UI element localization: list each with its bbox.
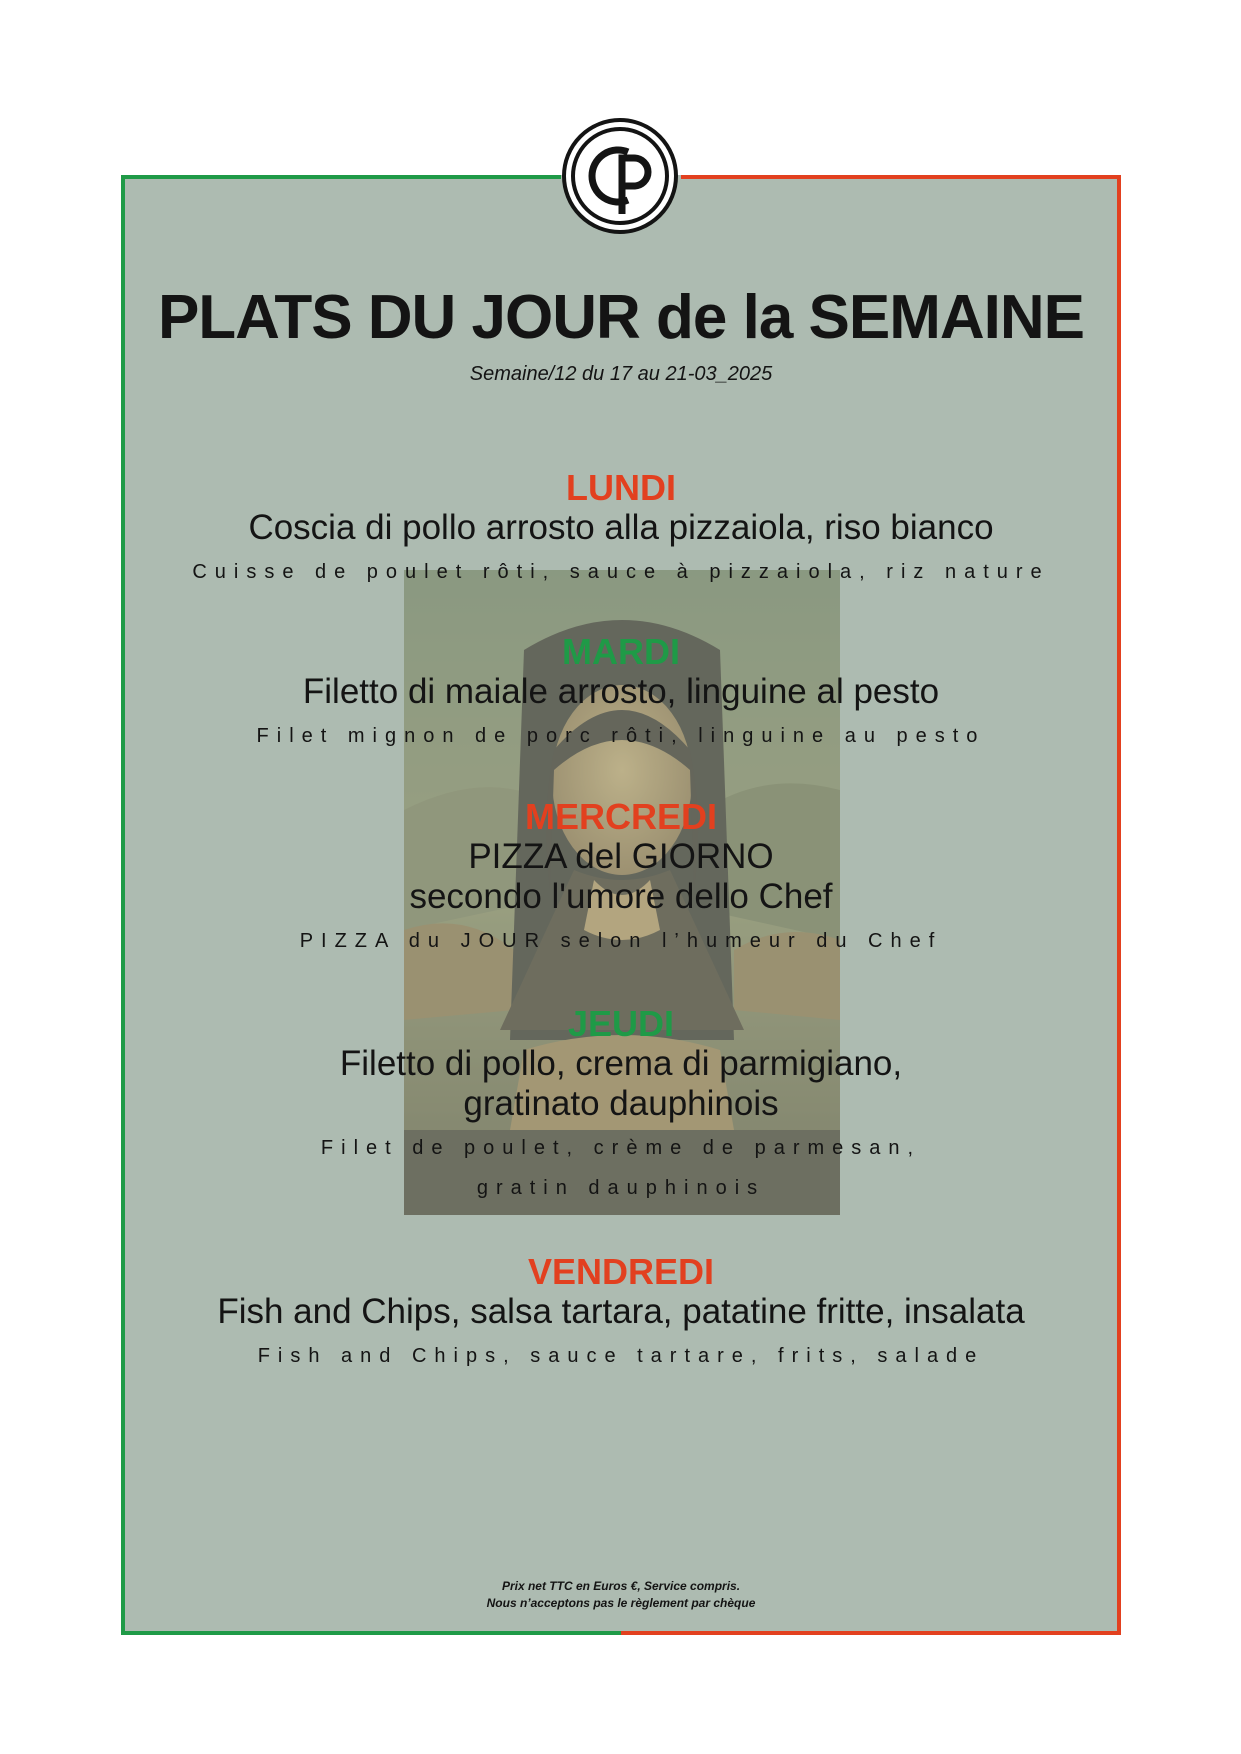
day-section-jeudi bbox=[121, 1004, 1121, 1208]
border-top-green bbox=[121, 175, 561, 179]
footer-price-note: Prix net TTC en Euros €, Service compris. bbox=[501, 1579, 741, 1593]
border-bottom-red bbox=[621, 1631, 1121, 1635]
day-name: LUNDI bbox=[566, 467, 676, 508]
dish-french: PIZZA du JOUR selon l’humeur du Chef bbox=[299, 930, 943, 952]
dish-italian: Fish and Chips, salsa tartara, patatine fritte, insalata bbox=[217, 1292, 1025, 1331]
cp-logo bbox=[562, 118, 678, 234]
dish-italian: secondo l'umore dello Chef bbox=[409, 877, 833, 916]
dish-french: Fish and Chips, sauce tartare, frits, salade bbox=[257, 1345, 985, 1367]
border-bottom-green bbox=[121, 1631, 621, 1635]
dish-italian: Filetto di pollo, crema di parmigiano, bbox=[339, 1044, 903, 1083]
day-name: JEUDI bbox=[567, 1003, 675, 1044]
day-name: MARDI bbox=[562, 631, 680, 672]
day-section-vendredi bbox=[121, 1252, 1121, 1376]
dish-italian: PIZZA del GIORNO bbox=[468, 837, 774, 876]
dish-french: Filet mignon de porc rôti, linguine au pesto bbox=[256, 725, 986, 747]
page-title: PLATS DU JOUR de la SEMAINE bbox=[157, 283, 1085, 352]
dish-french: Cuisse de poulet rôti, sauce à pizzaiola, riz nature bbox=[192, 561, 1050, 583]
dish-italian: Filetto di maiale arrosto, linguine al pesto bbox=[302, 672, 940, 711]
footer-payment-note: Nous n’acceptons pas le règlement par chèque bbox=[486, 1596, 756, 1610]
dish-italian: gratinato dauphinois bbox=[463, 1084, 779, 1123]
day-section-lundi bbox=[121, 468, 1121, 592]
day-section-mardi bbox=[121, 632, 1121, 756]
dish-french: gratin dauphinois bbox=[476, 1177, 766, 1199]
footer-note bbox=[121, 1578, 1121, 1612]
dish-italian: Coscia di pollo arrosto alla pizzaiola, riso bianco bbox=[248, 508, 994, 547]
day-name: MERCREDI bbox=[524, 796, 717, 837]
day-section-mercredi bbox=[121, 797, 1121, 961]
week-subtitle: Semaine/12 du 17 au 21-03_2025 bbox=[469, 363, 773, 385]
day-name: VENDREDI bbox=[527, 1251, 715, 1292]
dish-french: Filet de poulet, crème de parmesan, bbox=[320, 1137, 922, 1159]
border-top-red bbox=[681, 175, 1121, 179]
